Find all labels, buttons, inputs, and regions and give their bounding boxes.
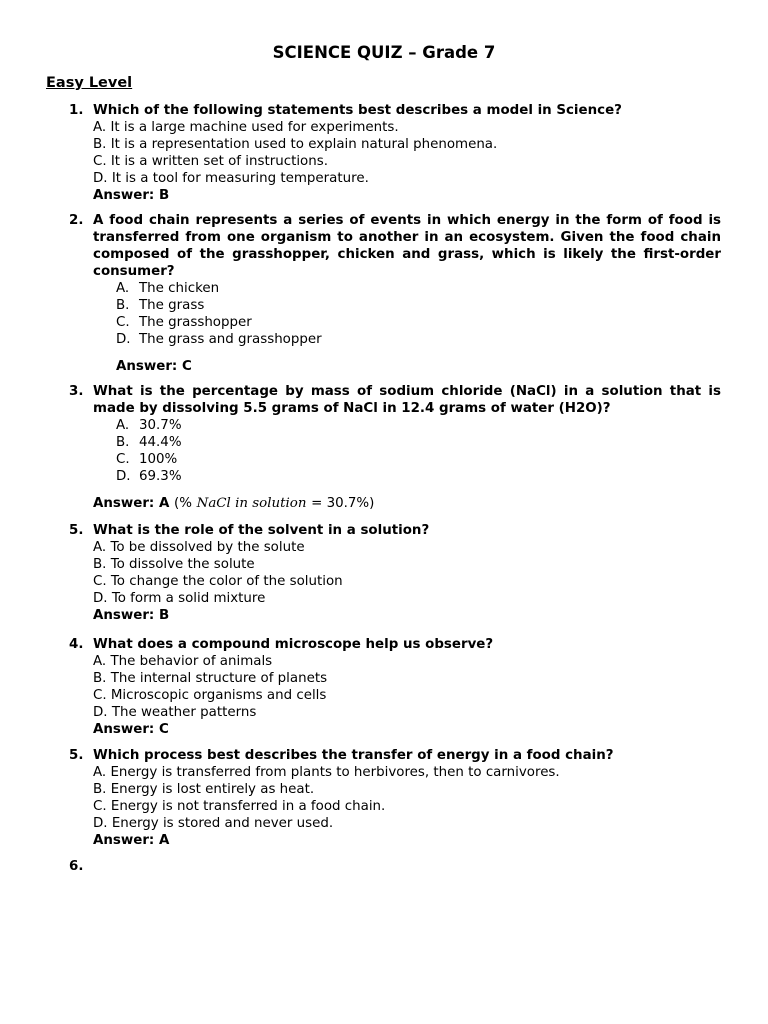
- option-a: A. To be dissolved by the solute: [93, 540, 305, 555]
- option-letter: B.: [116, 298, 130, 313]
- page-title: SCIENCE QUIZ – Grade 7: [272, 43, 496, 62]
- option-d: [116, 331, 721, 348]
- option-letter: A.: [116, 281, 130, 296]
- option-b: [116, 434, 721, 451]
- option-text: 44.4%: [139, 435, 182, 450]
- answer: Answer: C: [93, 722, 169, 737]
- question-number: 3.: [69, 384, 84, 399]
- section-heading: Easy Level: [46, 75, 133, 91]
- question-3: [69, 383, 721, 512]
- answer-line: [93, 495, 721, 512]
- option-d: D. Energy is stored and never used.: [93, 816, 334, 831]
- answer: Answer: C: [116, 359, 192, 374]
- option-letter: C.: [116, 315, 130, 330]
- answer: Answer: B: [93, 608, 170, 623]
- option-d: D. It is a tool for measuring temperature.: [93, 171, 369, 186]
- question-1: [69, 102, 721, 204]
- option-letter: B.: [116, 435, 130, 450]
- option-a: A. It is a large machine used for experiments.: [93, 120, 399, 135]
- option-text: The grasshopper: [139, 315, 252, 330]
- question-2: [69, 212, 721, 375]
- question-number: 1.: [69, 103, 84, 118]
- answer-note-open: (%: [173, 496, 192, 511]
- question-number: 4.: [69, 637, 84, 652]
- question-number: 2.: [69, 213, 84, 228]
- question-4: [69, 636, 721, 738]
- question-stem: Which process best describes the transfer of energy in a food chain?: [93, 748, 614, 763]
- option-text: 69.3%: [139, 469, 182, 484]
- option-text: The grass and grasshopper: [139, 332, 322, 347]
- answer: Answer: A: [93, 833, 170, 848]
- question-5b: [69, 747, 721, 849]
- option-a: [116, 280, 721, 297]
- option-text: The chicken: [139, 281, 220, 296]
- question-5a: [69, 522, 721, 624]
- question-number: 5.: [69, 748, 84, 763]
- option-d: D. To form a solid mixture: [93, 591, 266, 606]
- option-b: [116, 297, 721, 314]
- answer: Answer: B: [93, 188, 170, 203]
- option-text: The grass: [139, 298, 205, 313]
- option-b: B. It is a representation used to explain natural phenomena.: [93, 137, 498, 152]
- question-stem: What is the role of the solvent in a solution?: [93, 523, 430, 538]
- option-b: B. The internal structure of planets: [93, 671, 328, 686]
- answer-note-close: = 30.7%): [311, 496, 375, 511]
- option-letter: C.: [116, 452, 130, 467]
- question-number: 6.: [69, 859, 84, 874]
- option-c: C. To change the color of the solution: [93, 574, 343, 589]
- option-text: 100%: [139, 452, 178, 467]
- option-letter: A.: [116, 418, 130, 433]
- option-c: C. It is a written set of instructions.: [93, 154, 328, 169]
- option-d: D. The weather patterns: [93, 705, 257, 720]
- option-c: [116, 451, 721, 468]
- option-c: C. Microscopic organisms and cells: [93, 688, 327, 703]
- option-d: [116, 468, 721, 485]
- option-text: 30.7%: [139, 418, 182, 433]
- option-b: B. Energy is lost entirely as heat.: [93, 782, 315, 797]
- option-a: A. The behavior of animals: [93, 654, 273, 669]
- option-a: A. Energy is transferred from plants to herbivores, then to carnivores.: [93, 765, 560, 780]
- question-number: 5.: [69, 523, 84, 538]
- answer: Answer: A: [93, 496, 170, 511]
- option-c: C. Energy is not transferred in a food chain.: [93, 799, 386, 814]
- option-a: [116, 417, 721, 434]
- answer-note-math: NaCl in solution: [196, 496, 307, 511]
- option-c: [116, 314, 721, 331]
- question-stem: What is the percentage by mass of sodium chloride (NaCl) in a solution that is made by dissolving 5.5 grams of NaCl in 12.4 grams of water (H2O)?: [93, 384, 721, 416]
- option-b: B. To dissolve the solute: [93, 557, 255, 572]
- option-letter: D.: [116, 332, 131, 347]
- question-stem: A food chain represents a series of events in which energy in the form of food is transferred from one organism to another in an ecosystem. Given the food chain composed of the grasshopper, chicken and grass, which is likely the first-order consumer?: [93, 213, 721, 279]
- question-stem: What does a compound microscope help us observe?: [93, 637, 494, 652]
- option-letter: D.: [116, 469, 131, 484]
- question-stem: Which of the following statements best describes a model in Science?: [93, 103, 622, 118]
